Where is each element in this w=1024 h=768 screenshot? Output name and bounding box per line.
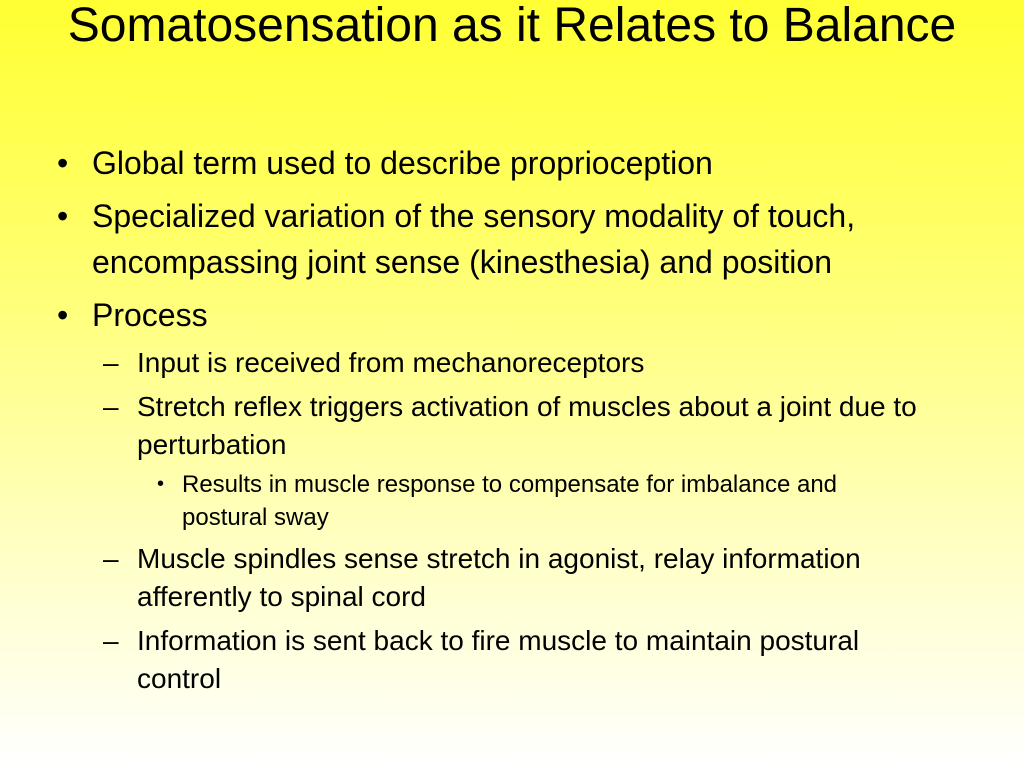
- dash-icon: –: [103, 543, 119, 574]
- sub-bullet-item: [0, 344, 1024, 382]
- bullet-item: [0, 292, 1024, 338]
- dash-icon: –: [103, 391, 119, 422]
- sub-sub-bullet-text: Results in muscle response to compensate for imbalance and postural sway: [182, 471, 838, 531]
- sub-bullet-text: Muscle spindles sense stretch in agonist, relay information afferently to spinal cord: [137, 543, 861, 612]
- slide-title: Somatosensation as it Relates to Balance: [67, 0, 957, 52]
- sub-bullet-item: [0, 540, 1024, 616]
- dash-icon: –: [103, 625, 119, 656]
- slide-body: [0, 140, 1024, 698]
- sub-bullet-text: Information is sent back to fire muscle to maintain postural control: [137, 625, 860, 694]
- sub-bullet-text: Stretch reflex triggers activation of muscles about a joint due to perturbation: [137, 391, 917, 460]
- bullet-item: [0, 193, 1024, 285]
- bullet-icon: •: [57, 145, 69, 181]
- bullet-text: Process: [92, 297, 208, 333]
- bullet-icon: •: [57, 297, 69, 333]
- bullet-icon: •: [57, 198, 69, 234]
- dash-icon: –: [103, 347, 119, 378]
- sub-sub-bullet-item: [0, 468, 1024, 534]
- bullet-text: Specialized variation of the sensory modality of touch, encompassing joint sense (kinesthesia) and position: [92, 198, 856, 280]
- sub-bullet-item: [0, 622, 1024, 698]
- bullet-text: Global term used to describe proprioception: [92, 145, 713, 181]
- bullet-item: [0, 140, 1024, 186]
- bullet-icon: •: [157, 473, 165, 495]
- sub-bullet-item: [0, 388, 1024, 464]
- sub-bullet-text: Input is received from mechanoreceptors: [137, 347, 645, 378]
